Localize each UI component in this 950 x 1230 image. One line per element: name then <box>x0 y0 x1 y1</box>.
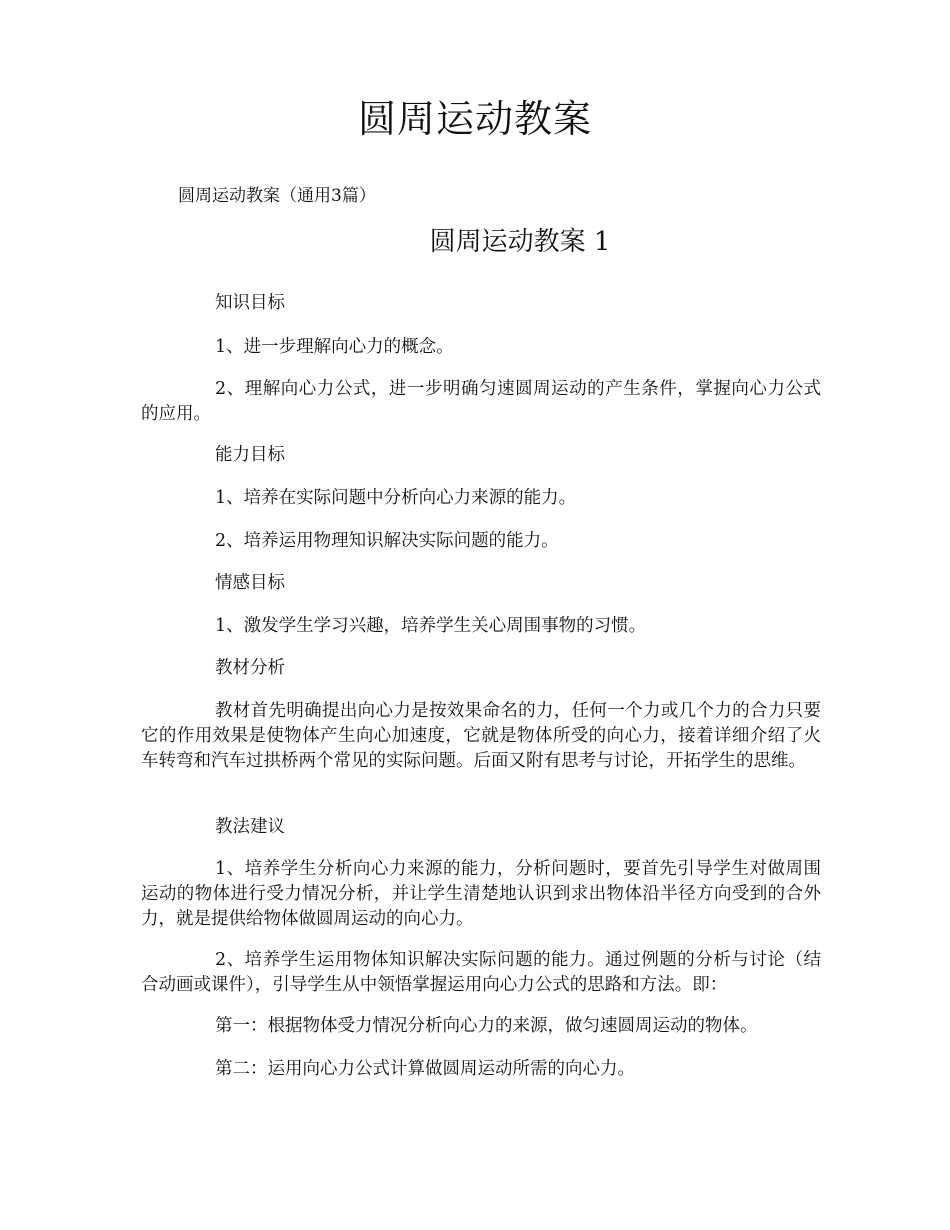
document-title: 圆周运动教案 <box>357 97 592 141</box>
paragraph: 2、理解向心力公式，进一步明确匀速圆周运动的产生条件，掌握向心力公式的应用。 <box>141 379 821 424</box>
paragraph: 1、培养在实际问题中分析向心力来源的能力。 <box>215 488 577 508</box>
paragraph: 1、培养学生分析向心力来源的能力，分析问题时，要首先引导学生对做周围运动的物体进行受力情况分析，并让学生清楚地认识到求出物体沿半径方向受到的合外力，就是提供给物体做圆周运动的向心力。 <box>141 859 821 929</box>
heading-teaching-suggestions: 教法建议 <box>215 817 285 837</box>
paragraph: 1、激发学生学习兴趣，培养学生关心周围事物的习惯。 <box>215 616 647 636</box>
paragraph: 2、培养运用物理知识解决实际问题的能力。 <box>215 531 559 551</box>
paragraph: 2、培养学生运用物体知识解决实际问题的能力。通过例题的分析与讨论（结合动画或课件），引导学生从中领悟掌握运用向心力公式的思路和方法。即： <box>141 950 821 995</box>
paragraph: 1、进一步理解向心力的概念。 <box>215 337 454 357</box>
heading-knowledge-goals: 知识目标 <box>215 293 285 313</box>
paragraph: 教材首先明确提出向心力是按效果命名的力，任何一个力或几个力的合力只要它的作用效果是使物体产生向心加速度，它就是物体所受的向心力，接着详细介绍了火车转弯和汽车过拱桥两个常见的实际问题。后面又附有思考与讨论，开拓学生的思维。 <box>141 701 821 771</box>
section-title: 圆周运动教案 1 <box>429 227 611 257</box>
heading-ability-goals: 能力目标 <box>215 445 285 465</box>
heading-textbook-analysis: 教材分析 <box>215 658 285 678</box>
heading-emotion-goals: 情感目标 <box>215 573 285 593</box>
paragraph: 第二：运用向心力公式计算做圆周运动所需的向心力。 <box>215 1059 635 1079</box>
document-subtitle: 圆周运动教案（通用3篇） <box>178 186 376 206</box>
paragraph: 第一：根据物体受力情况分析向心力的来源，做匀速圆周运动的物体。 <box>215 1016 758 1036</box>
